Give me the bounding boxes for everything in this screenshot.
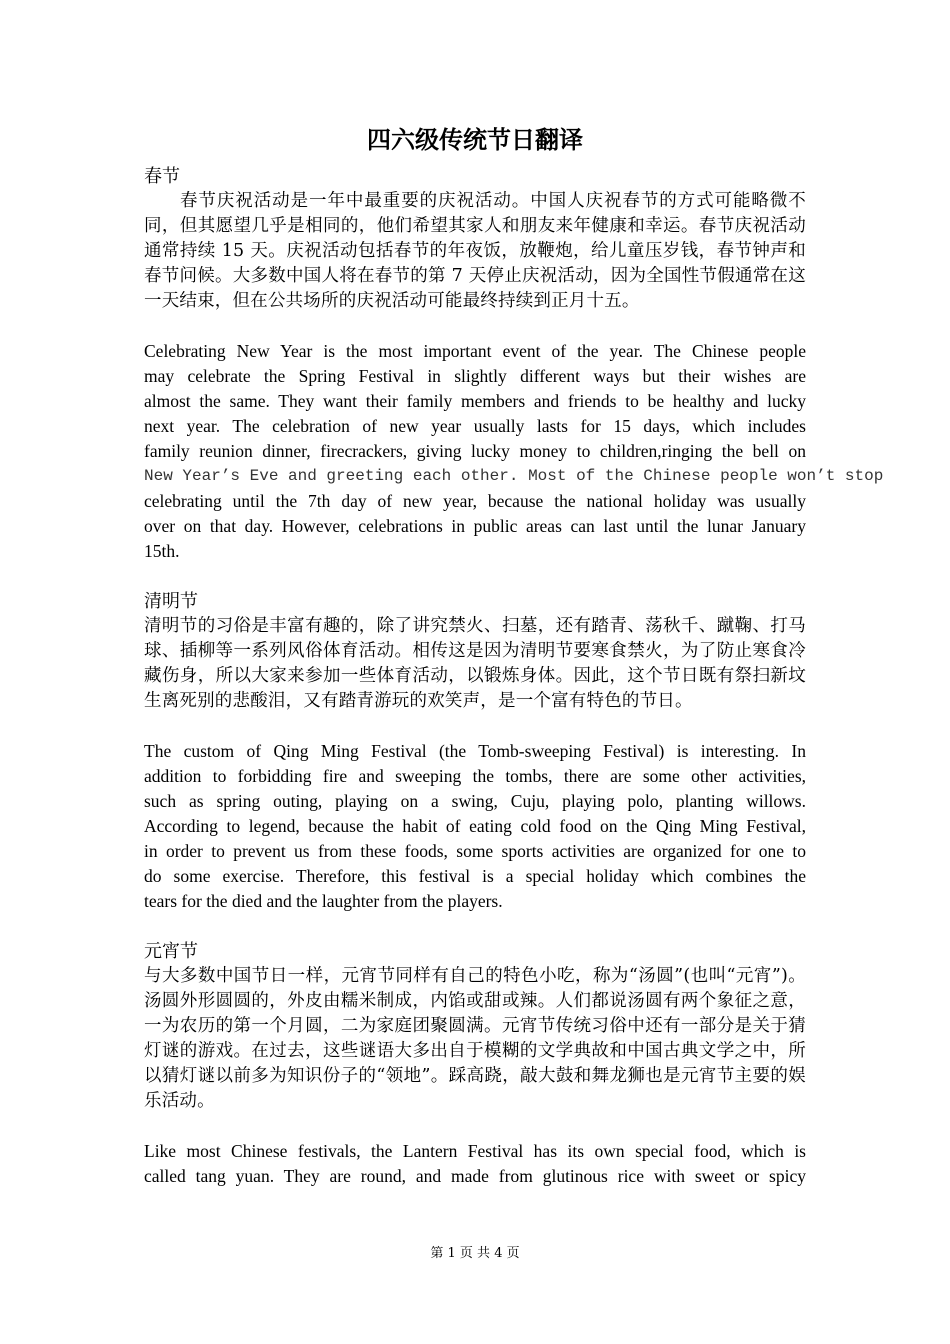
english-line: do some exercise. Therefore, this festival is a special holiday which combines the	[144, 866, 806, 886]
english-paragraph	[144, 339, 884, 564]
english-paragraph	[144, 739, 806, 914]
english-line: almost the same. They want their family members and friends to be healthy and lucky	[144, 391, 806, 411]
english-line: addition to forbidding fire and sweeping the tombs, there are some other activities,	[144, 766, 806, 786]
section-heading: 清明节	[144, 591, 198, 612]
paragraph-gap	[144, 564, 806, 589]
chinese-paragraph: 清明节的习俗是丰富有趣的，除了讲究禁火、扫墓，还有踏青、荡秋千、蹴鞠、打马球、插柳等一系列风俗体育活动。相传这是因为清明节要寒食禁火，为了防止寒食冷藏伤身，所以大家来参加一些体育活动，以锻炼身体。因此，这个节日既有祭扫新坟生离死别的悲酸泪，又有踏青游玩的欢笑声，是一个富有特色的节日。	[144, 616, 806, 711]
english-line: may celebrate the Spring Festival in slightly different ways but their wishes are	[144, 366, 806, 386]
paragraph-gap	[144, 314, 806, 339]
page-title: 四六级传统节日翻译	[367, 125, 583, 154]
section-qingming-festival	[144, 589, 806, 939]
english-line: Like most Chinese festivals, the Lantern Festival has its own special food, which is	[144, 1141, 806, 1161]
english-line: family reunion dinner, firecrackers, giving lucky money to children,ringing the bell on	[144, 441, 806, 461]
english-line: Celebrating New Year is the most important event of the year. The Chinese people	[144, 341, 806, 361]
chinese-paragraph: 与大多数中国节日一样，元宵节同样有自己的特色小吃，称为“汤圆”(也叫“元宵”)。汤圆外形圆圆的，外皮由糯米制成，内馅或甜或辣。人们都说汤圆有两个象征之意，一为农历的第一个月圆，二为家庭团聚圆满。元宵节传统习俗中还有一部分是关于猜灯谜的游戏。在过去，这些谜语大多出自于模糊的文学典故和中国古典文学之中，所以猜灯谜以前多为知识份子的“领地”。踩高跷，敲大鼓和舞龙狮也是元宵节主要的娱乐活动。	[144, 966, 806, 1111]
document-body	[144, 164, 884, 1189]
english-line: 15th.	[144, 541, 180, 561]
section-lantern-festival	[144, 939, 806, 1189]
section-heading: 元宵节	[144, 941, 198, 962]
chinese-paragraph: 春节庆祝活动是一年中最重要的庆祝活动。中国人庆祝春节的方式可能略微不同，但其愿望几乎是相同的，他们希望其家人和朋友来年健康和幸运。春节庆祝活动通常持续 15 天。庆祝活动包括春节的年夜饭，放鞭炮，给儿童压岁钱，春节钟声和春节问候。大多数中国人将在春节的第 7 天停止庆祝活动，因为全国性节假通常在这一天结束，但在公共场所的庆祝活动可能最终持续到正月十五。	[144, 191, 806, 311]
english-line: celebrating until the 7th day of new year, because the national holiday was usually	[144, 491, 806, 511]
paragraph-gap	[144, 714, 806, 739]
english-line: tears for the died and the laughter from the players.	[144, 891, 503, 911]
english-line: called tang yuan. They are round, and made from glutinous rice with sweet or spicy	[144, 1166, 806, 1186]
section-heading: 春节	[144, 166, 180, 187]
english-line: over on that day. However, celebrations in public areas can last until the lunar January	[144, 516, 806, 536]
english-line: According to legend, because the habit of eating cold food on the Qing Ming Festival,	[144, 816, 806, 836]
english-line-monospace: New Year’s Eve and greeting each other. Most of the Chinese people won’t stop	[144, 467, 884, 485]
english-line: next year. The celebration of new year usually lasts for 15 days, which includes	[144, 416, 806, 436]
english-line: such as spring outing, playing on a swing, Cuju, playing polo, planting willows.	[144, 791, 806, 811]
page-footer: 第 1 页 共 4 页	[430, 1246, 520, 1261]
english-paragraph	[144, 1139, 806, 1189]
english-line: in order to prevent us from these foods, some sports activities are organized for one to	[144, 841, 806, 861]
paragraph-gap	[144, 914, 806, 939]
section-spring-festival	[144, 164, 884, 589]
english-line: The custom of Qing Ming Festival (the Tomb-sweeping Festival) is interesting. In	[144, 741, 806, 761]
paragraph-gap	[144, 1114, 806, 1139]
